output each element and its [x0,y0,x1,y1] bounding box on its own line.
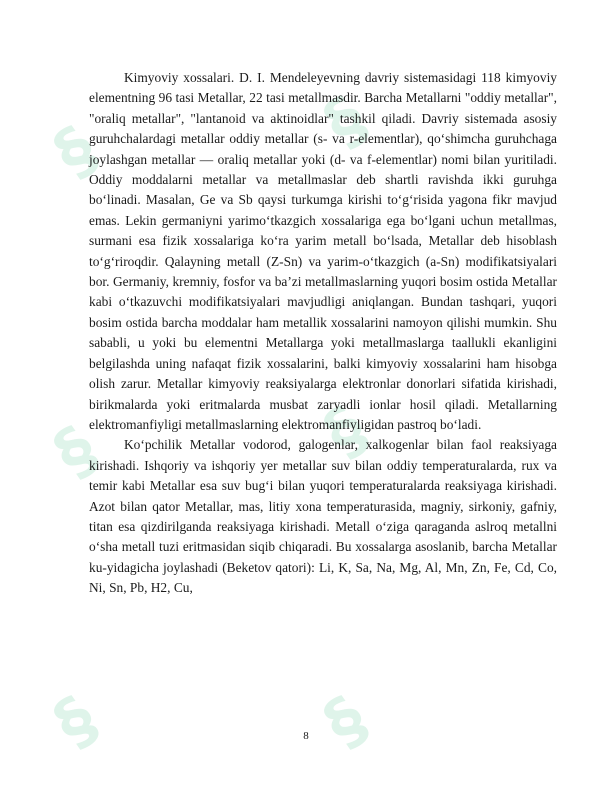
watermark-logo: § [41,412,111,492]
watermark-logo: § [311,392,381,472]
body-text [89,68,557,599]
paragraph-reactions: Ko‘pchilik Metallar vodorod, galogenlar, xalkogenlar bilan faol reaksiyaga kirishadi. Ishqoriy va ishqoriy yer metallar suv bilan oddiy temperaturalarda, rux va temir kabi Metallar esa suv bug‘i bilan yuqori temperaturalarda reaksiyaga kirishadi. Azot bilan qator Metallar, mas, litiy xona temperaturasida, magniy, sirkoniy, gafniy, titan esa qizdirilganda reaksiyaga kirishadi. Metall o‘ziga qaraganda aslroq metallni o‘sha metall tuzi eritmasidan siqib chiqaradi. Bu xossalarga asoslanib, barcha Metallar ku-yidagicha joylashadi (Beketov qatori): Li, K, Sa, Na, Mg, Al, Mn, Zn, Fe, Cd, Co, Ni, Sn, Pb, H2, Cu, [89,437,557,596]
watermark-logo: § [41,682,111,762]
watermark-logo: § [311,82,381,162]
watermark-logo: § [41,112,111,192]
page-number: 8 [303,730,309,742]
watermark-logo: § [311,682,381,762]
paragraph-chemical-properties: Kimyoviy xossalari. D. I. Mendeleyevning davriy sistemasidagi 118 kimyoviy elementning 96 tasi Metallar, 22 tasi metallmasdir. Barcha Metallarni "oddiy metallar", "oraliq metallar", "lantanoid va aktinoidlar" tashkil qiladi. Davriy sistemada asosiy guruhchalardagi metallar oddiy metallar (s- va r-elementlar), qo‘shimcha guruhchaga joylashgan metallar — oraliq metallar yoki (d- va f-elementlar) nomi bilan yuritiladi. Oddiy moddalarni metallar va metallmaslar deb shartli ravishda ikki guruhga bo‘linadi. Masalan, Ge va Sb qaysi turkumga kirishi to‘g‘risida yagona fikr mavjud emas. Lekin germaniyni yarimo‘tkazgich xossalariga ega bo‘lgani uchun metallmas, surmani esa fizik xossalariga ko‘ra yarim metall bo‘lsada, Metallar deb hisoblash to‘g‘riroqdir. Qalayning metall (Z-Sn) va yarim-o‘tkazgich (a-Sn) modifikatsiyalari bor. Germaniy, kremniy, fosfor va ba’zi metallmaslarning yuqori bosim ostida Metallar kabi o‘tkazuvchi modifikatsiyalari mavjudligi aniqlangan. Bundan tashqari, yuqori bosim ostida barcha moddalar ham metallik xossalarini namoyon qilishi mumkin. Shu sababli, u yoki bu elementni Metallarga yoki metallmaslarga taallukli ekanligini belgilashda uning nafaqat fizik xossalarini, balki kimyoviy xossalarini ham hisobga olish zarur. Metallar kimyoviy reaksiyalarga elektronlar donorlari sifatida kirishadi, birikmalarda yoki eritmalarda musbat zaryadli ionlar hosil qiladi. Metallarning elektromanfiyligi metallmaslarning elektromanfiyligidan pastroq bo‘ladi. [89,70,557,432]
